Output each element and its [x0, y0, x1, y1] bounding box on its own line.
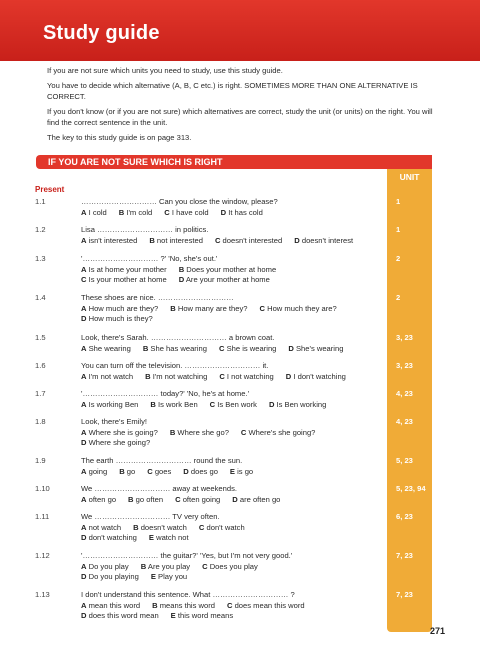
answer-option: B I'm not watching [145, 371, 208, 381]
answer-option: B She has wearing [142, 343, 207, 353]
answer-option: D Is Ben working [268, 399, 327, 409]
answer-option: E Play you [150, 572, 188, 581]
answer-option: D does this word mean [81, 611, 159, 620]
answer-option: D does go [183, 466, 218, 476]
question-number: 1.4 [35, 293, 46, 302]
option-row [81, 562, 386, 572]
question-text: '………………………… ?' 'No, she's out.' [81, 254, 218, 263]
study-unit-ref: 5, 23, 94 [396, 484, 426, 493]
question-text: The earth ………………………… round the sun. [81, 456, 243, 465]
answer-option: A going [81, 466, 108, 476]
question-number: 1.2 [35, 225, 46, 234]
answer-option: B not interested [149, 235, 203, 245]
answer-option: A Where she is going? [81, 427, 158, 437]
option-row [81, 265, 386, 275]
answer-option: D Do you playing [81, 572, 139, 581]
answer-option: C Does you play [202, 561, 258, 571]
study-unit-ref: 7, 23 [396, 551, 413, 560]
option-row [81, 438, 386, 448]
option-row [81, 372, 386, 382]
question-text: Look, there's Emily! [81, 417, 148, 426]
answer-option: A I'm not watch [81, 371, 134, 381]
answer-option: C does mean this word [226, 600, 305, 610]
answer-option: C goes [147, 466, 172, 476]
question-text: Lisa ………………………… in politics. [81, 225, 209, 234]
study-unit-ref: 2 [396, 293, 401, 302]
answer-option: C She is wearing [218, 343, 277, 353]
question-number: 1.13 [35, 590, 50, 599]
option-row [81, 572, 386, 582]
study-unit-ref: 5, 23 [396, 456, 413, 465]
answer-option: E watch not [148, 533, 189, 542]
instruction-bar [36, 155, 432, 169]
answer-option: B Are you play [140, 561, 191, 571]
question-text: We ………………………… TV very often. [81, 512, 220, 521]
question-number: 1.10 [35, 484, 50, 493]
question-text: I don't understand this sentence. What ………………………… ? [81, 590, 295, 599]
answer-option: D It has cold [220, 207, 263, 217]
answer-option: C How much they are? [259, 303, 337, 313]
answer-option: A not watch [81, 522, 122, 532]
option-row [81, 523, 386, 533]
study-unit-ref: 3, 23 [396, 333, 413, 342]
header-banner [0, 0, 480, 61]
instruction-bar-label: IF YOU ARE NOT SURE WHICH IS RIGHT [48, 157, 223, 167]
answer-option: A She wearing [81, 343, 131, 353]
answer-option: B Where she go? [169, 427, 229, 437]
answer-option: D are often go [232, 494, 281, 504]
question-text: '………………………… the guitar?' 'Yes, but I'm not very good.' [81, 551, 293, 560]
answer-option: D She's wearing [288, 343, 344, 353]
option-row [81, 208, 386, 218]
option-row [81, 314, 386, 324]
answer-option: C don't watch [198, 522, 245, 532]
page-number: 271 [430, 626, 446, 636]
question-text: '………………………… today?' 'No, he's at home.' [81, 389, 250, 398]
study-unit-ref: 4, 23 [396, 389, 413, 398]
answer-option: C often going [175, 494, 221, 504]
question-number: 1.3 [35, 254, 46, 263]
answer-option: C I not watching [219, 371, 274, 381]
answer-option: B means this word [152, 600, 215, 610]
question-number: 1.6 [35, 361, 46, 370]
answer-option: B go often [128, 494, 164, 504]
study-unit-ref: 6, 23 [396, 512, 413, 521]
question-text: We ………………………… away at weekends. [81, 484, 237, 493]
answer-option: A Do you play [81, 561, 129, 571]
question-number: 1.11 [35, 512, 50, 521]
option-row [81, 467, 386, 477]
question-number: 1.5 [35, 333, 46, 342]
option-row [81, 533, 386, 543]
study-unit-ref: 3, 23 [396, 361, 413, 370]
study-unit-ref: 2 [396, 254, 401, 263]
answer-option: A often go [81, 494, 117, 504]
question-text: These shoes are nice. ………………………… [81, 293, 234, 302]
page-title: Study guide [43, 22, 160, 44]
question-number: 1.8 [35, 417, 46, 426]
question-number: 1.12 [35, 551, 50, 560]
question-number: 1.1 [35, 197, 46, 206]
answer-option: C Is Ben work [209, 399, 257, 409]
option-row [81, 495, 386, 505]
answer-option: D doesn't interest [294, 235, 354, 245]
study-unit-ref: 1 [396, 225, 401, 234]
unit-label: UNIT [399, 172, 420, 182]
answer-option: A Is at home your mother [81, 264, 167, 274]
answer-option: D Where she going? [81, 438, 151, 447]
option-row [81, 601, 386, 611]
answer-option: A isn't interested [81, 235, 138, 245]
question-text: Look, there's Sarah. ………………………… a brown coat. [81, 333, 275, 342]
section-heading: Present [35, 185, 65, 194]
answer-option: C Where's she going? [240, 427, 316, 437]
answer-option: B I'm cold [118, 207, 153, 217]
option-row [81, 611, 386, 621]
answer-option: D Are your mother at home [178, 275, 270, 284]
answer-option: C Is your mother at home [81, 275, 167, 284]
intro-paragraph: You have to decide which alternative (A, B, C etc.) is right. SOMETIMES MORE THAN ONE ALTERNATIVE IS CORRECT. [47, 81, 418, 101]
question-text: You can turn off the television. ………………………… it. [81, 361, 269, 370]
intro-paragraph: If you don't know (or if you are not sure) which alternatives are correct, study the unit (or units) on the right. You will find the correct sentence in the unit. [47, 107, 433, 127]
option-row [81, 236, 386, 246]
answer-option: B Is work Ben [150, 399, 198, 409]
answer-option: A Is working Ben [81, 399, 139, 409]
answer-option: D I don't watching [285, 371, 346, 381]
answer-option: B go [119, 466, 136, 476]
option-row [81, 304, 386, 314]
answer-option: A mean this word [81, 600, 141, 610]
answer-option: B How many are they? [170, 303, 248, 313]
answer-option: E is go [229, 466, 254, 476]
option-row [81, 344, 386, 354]
answer-option: C I have cold [164, 207, 209, 217]
intro-paragraph: If you are not sure which units you need to study, use this study guide. [47, 66, 283, 75]
answer-option: A I cold [81, 207, 107, 217]
answer-option: B doesn't watch [133, 522, 187, 532]
intro-text [47, 66, 442, 148]
answer-option: C doesn't interested [214, 235, 283, 245]
answer-option: D How much is they? [81, 314, 153, 323]
answer-option: E this word means [170, 611, 234, 620]
answer-option: A How much are they? [81, 303, 159, 313]
intro-paragraph: The key to this study guide is on page 313. [47, 133, 192, 143]
study-unit-ref: 4, 23 [396, 417, 413, 426]
question-number: 1.7 [35, 389, 46, 398]
question-number: 1.9 [35, 456, 46, 465]
answer-option: D don't watching [81, 533, 137, 542]
study-unit-ref: 7, 23 [396, 590, 413, 599]
option-row [81, 275, 386, 285]
question-text: ………………………… Can you close the window, please? [81, 197, 278, 206]
study-unit-ref: 1 [396, 197, 401, 206]
answer-option: B Does your mother at home [178, 264, 277, 274]
option-row [81, 428, 386, 438]
option-row [81, 400, 386, 410]
